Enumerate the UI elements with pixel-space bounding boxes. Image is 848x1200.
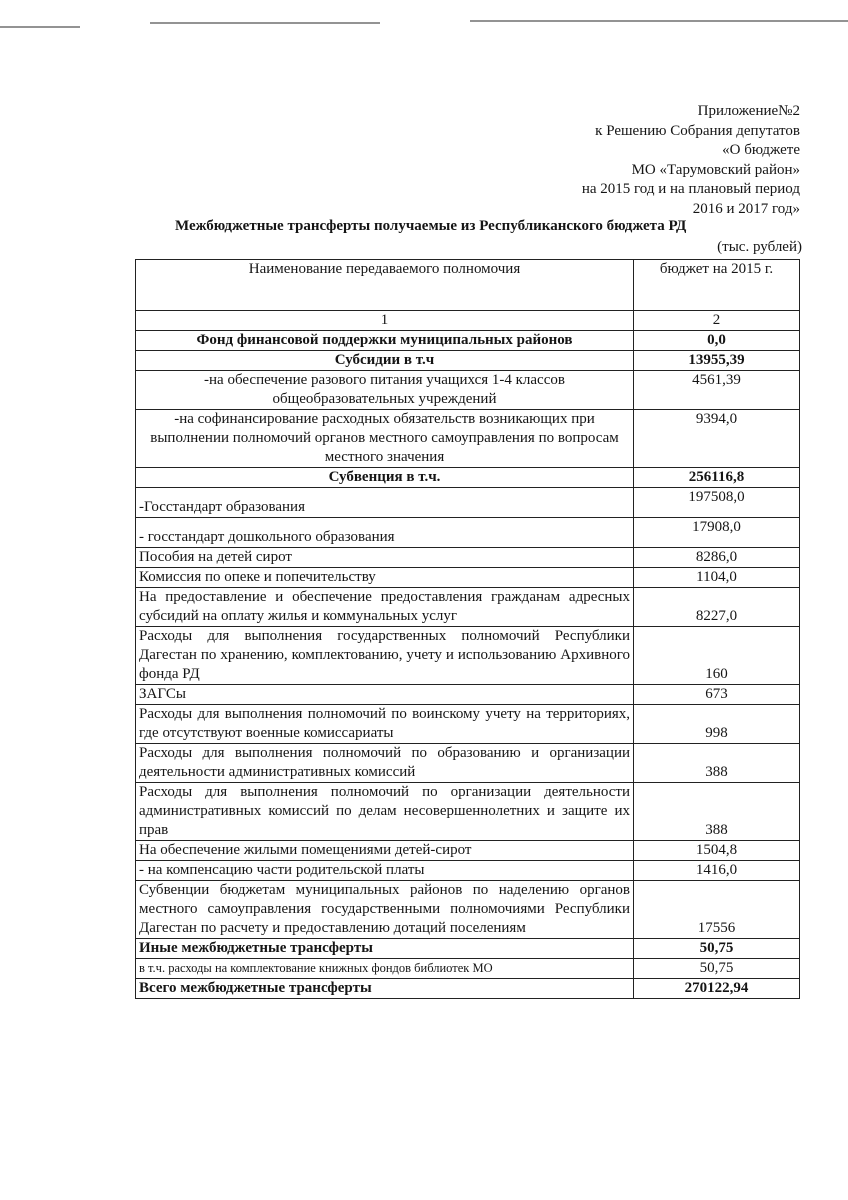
table-row	[136, 371, 800, 410]
column-header-name: Наименование передаваемого полномочия	[136, 260, 634, 311]
row-label: Всего межбюджетные трансферты	[136, 979, 634, 999]
row-label: Расходы для выполнения полномочий по воинскому учету на территориях, где отсутствуют военные комиссариаты	[136, 705, 634, 744]
column-number: 1	[136, 311, 634, 331]
row-value: 388	[634, 744, 800, 783]
table-row	[136, 351, 800, 371]
row-label: Расходы для выполнения полномочий по образованию и организации деятельности административных комиссий	[136, 744, 634, 783]
row-value: 1104,0	[634, 568, 800, 588]
row-value: 50,75	[634, 939, 800, 959]
column-header-budget: бюджет на 2015 г.	[634, 260, 800, 311]
row-label: - на компенсацию части родительской платы	[136, 861, 634, 881]
row-value: 0,0	[634, 331, 800, 351]
row-value: 17556	[634, 881, 800, 939]
row-label: - госстандарт дошкольного образования	[136, 518, 634, 548]
table-row	[136, 979, 800, 999]
header-line: «О бюджете	[722, 142, 800, 159]
header-line: Приложение№2	[697, 103, 800, 119]
table-row	[136, 410, 800, 468]
row-value: 197508,0	[634, 488, 800, 518]
row-value: 673	[634, 685, 800, 705]
row-value: 256116,8	[634, 468, 800, 488]
row-value: 9394,0	[634, 410, 800, 468]
header-line: на 2015 год и на плановый период	[581, 181, 800, 198]
row-value: 1416,0	[634, 861, 800, 881]
row-value: 8286,0	[634, 548, 800, 568]
row-label: -на обеспечение разового питания учащихся 1-4 классов общеобразовательных учреждений	[136, 371, 634, 410]
table-row	[136, 685, 800, 705]
header-line: к Решению Собрания депутатов	[595, 122, 800, 139]
table-row	[136, 468, 800, 488]
row-label: Субвенция в т.ч.	[136, 468, 634, 488]
row-label: в т.ч. расходы на комплектование книжных фондов библиотек МО	[136, 959, 634, 979]
row-value: 270122,94	[634, 979, 800, 999]
table-row	[136, 331, 800, 351]
row-label: Фонд финансовой поддержки муниципальных районов	[136, 331, 634, 351]
scan-artifact-line	[150, 22, 380, 24]
table-row	[136, 548, 800, 568]
table-row	[136, 568, 800, 588]
row-label: Расходы для выполнения государственных полномочий Республики Дагестан по хранению, комплектованию, учету и использованию Архивного фонда РД	[136, 627, 634, 685]
table-row	[136, 627, 800, 685]
row-value: 4561,39	[634, 371, 800, 410]
row-label: Пособия на детей сирот	[136, 548, 634, 568]
row-value: 17908,0	[634, 518, 800, 548]
row-label: Субвенции бюджетам муниципальных районов по наделению органов местного самоуправления государственными полномочиями Республики Дагестан по расчету и предоставлению дотаций поселениям	[136, 881, 634, 939]
table-row	[136, 488, 800, 518]
scan-artifact-line	[0, 26, 80, 28]
table-header-row	[136, 260, 800, 311]
row-label: Иные межбюджетные трансферты	[136, 939, 634, 959]
header-line: МО «Тарумовский район»	[631, 161, 800, 178]
table-row	[136, 588, 800, 627]
row-value: 1504,8	[634, 841, 800, 861]
table-row	[136, 959, 800, 979]
row-label: Субсидии в т.ч	[136, 351, 634, 371]
header-line: 2016 и 2017 год»	[692, 200, 800, 217]
row-label: -Госстандарт образования	[136, 488, 634, 518]
transfers-table	[135, 259, 800, 999]
table-row	[136, 518, 800, 548]
units-label: (тыс. рублей)	[717, 239, 802, 255]
table-row	[136, 841, 800, 861]
row-value: 160	[634, 627, 800, 685]
row-label: Расходы для выполнения полномочий по организации деятельности административных комиссий по делам несовершеннолетних и защите их прав	[136, 783, 634, 841]
table-row	[136, 881, 800, 939]
row-value: 13955,39	[634, 351, 800, 371]
column-number-row	[136, 311, 800, 331]
table-row	[136, 939, 800, 959]
row-value: 8227,0	[634, 588, 800, 627]
table-row	[136, 861, 800, 881]
scan-artifact-line	[470, 20, 848, 22]
table-row	[136, 783, 800, 841]
row-label: -на софинансирование расходных обязательств возникающих при выполнении полномочий органов местного самоуправления по вопросам местного значения	[136, 410, 634, 468]
column-number: 2	[634, 311, 800, 331]
row-label: ЗАГСы	[136, 685, 634, 705]
row-label: Комиссия по опеке и попечительству	[136, 568, 634, 588]
table-row	[136, 705, 800, 744]
row-value: 998	[634, 705, 800, 744]
row-label: На предоставление и обеспечение предоставления гражданам адресных субсидий на оплату жилья и коммунальных услуг	[136, 588, 634, 627]
row-label: На обеспечение жилыми помещениями детей-сирот	[136, 841, 634, 861]
document-title: Межбюджетные трансферты получаемые из Республиканского бюджета РД	[175, 218, 687, 234]
row-value: 388	[634, 783, 800, 841]
row-value: 50,75	[634, 959, 800, 979]
table-row	[136, 744, 800, 783]
document-header	[582, 102, 800, 220]
